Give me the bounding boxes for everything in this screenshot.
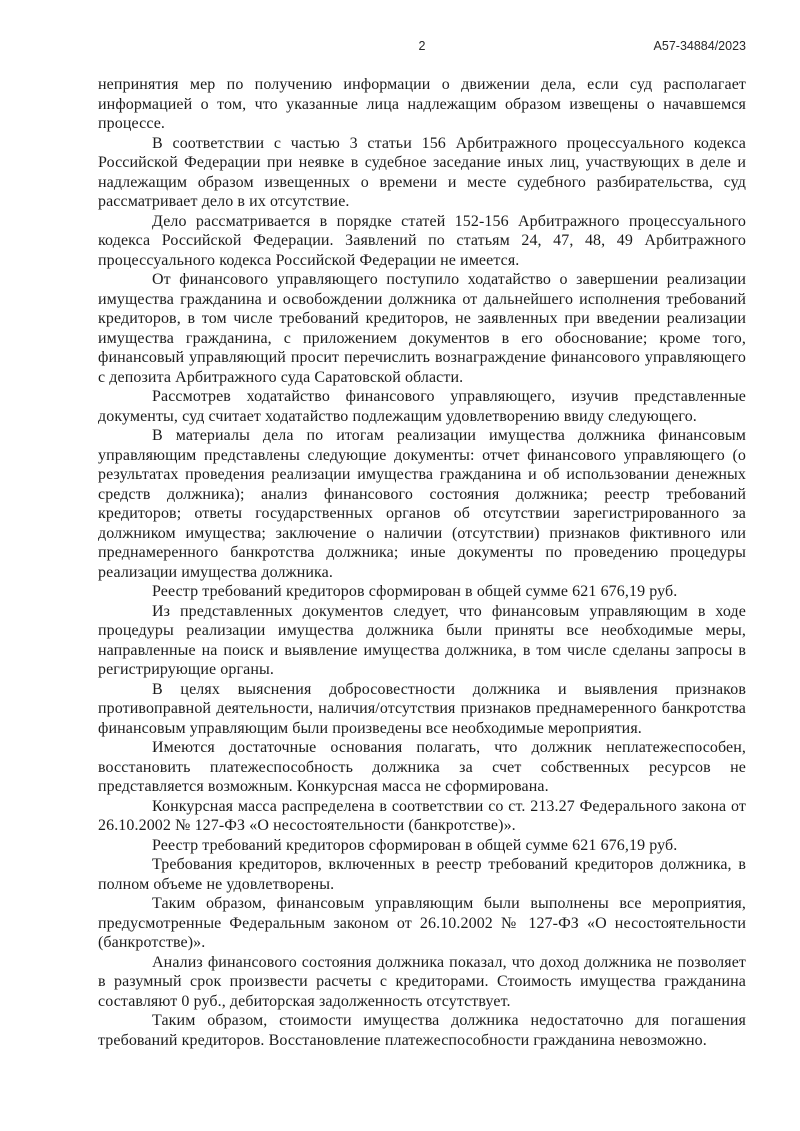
document-content [98,38,746,1050]
document-paragraph: От финансового управляющего поступило ходатайство о завершении реализации имущества гражданина и освобождении должника от дальнейшего исполнения требований кредиторов, в том числе требований кредиторов, не заявленных при введении реализации имущества гражданина, с приложением документов в его обоснование; кроме того, финансовый управляющий просит перечислить вознаграждение финансового управляющего с депозита Арбитражного суда Саратовской области. [98,271,746,386]
document-paragraph: Из представленных документов следует, что финансовым управляющим в ходе процедуры реализации имущества должника были приняты все необходимые меры, направленные на поиск и выявление имущества должника, в том числе сделаны запросы в регистрирующие органы. [98,602,746,678]
document-paragraph: непринятия мер по получению информации о движении дела, если суд располагает информацией о том, что указанные лица надлежащим образом извещены о начавшемся процессе. [98,76,746,132]
document-paragraph: Конкурсная масса распределена в соответствии со ст. 213.27 Федерального закона от 26.10.2002 № 127-ФЗ «О несостоятельности (банкротстве)». [98,797,746,834]
document-header [98,38,746,54]
document-paragraph: Имеются достаточные основания полагать, что должник неплатежеспособен, восстановить платежеспособность должника за счет собственных ресурсов не представляется возможным. Конкурсная масса не сформирована. [98,739,746,795]
document-body [98,75,746,1050]
document-paragraph: В материалы дела по итогам реализации имущества должника финансовым управляющим представлены следующие документы: отчет финансового управляющего (о результатах проведения реализации имущества гражданина и об использовании денежных средств должника); анализ финансового состояния должника; реестр требований кредиторов; ответы государственных органов об отсутствии зарегистрированного за должником имущества; заключение о наличии (отсутствии) признаков фиктивного или преднамеренного банкротства должника; иные документы по проведению процедуры реализации имущества должника. [98,427,746,581]
case-number: А57-34884/2023 [653,39,746,53]
document-paragraph: Реестр требований кредиторов сформирован в общей сумме 621 676,19 руб. [152,583,678,600]
page-number: 2 [418,39,426,53]
document-paragraph: Требования кредиторов, включенных в реестр требований кредиторов должника, в полном объеме не удовлетворены. [98,856,746,893]
document-paragraph: Таким образом, стоимости имущества должника недостаточно для погашения требований кредиторов. Восстановление платежеспособности гражданина невозможно. [98,1012,746,1049]
document-paragraph: Реестр требований кредиторов сформирован в общей сумме 621 676,19 руб. [152,836,678,854]
document-paragraph: В соответствии с частью 3 статьи 156 Арбитражного процессуального кодекса Российской Федерации при неявке в судебное заседание иных лиц, участвующих в деле и надлежащим образом извещенных о времени и месте судебного разбирательства, суд рассматривает дело в их отсутствие. [98,134,746,210]
document-paragraph: Дело рассматривается в порядке статей 152-156 Арбитражного процессуального кодекса Российской Федерации. Заявлений по статьям 24, 47, 48, 49 Арбитражного процессуального кодекса Российской Федерации не имеется. [98,212,746,269]
document-paragraph: Рассмотрев ходатайство финансового управляющего, изучив представленные документы, суд считает ходатайство подлежащим удовлетворению ввиду следующего. [98,388,746,425]
document-paragraph: Таким образом, финансовым управляющим были выполнены все мероприятия, предусмотренные Федеральным законом от 26.10.2002 № 127-ФЗ «О несостоятельности (банкротстве)». [98,895,746,951]
document-paragraph: В целях выяснения добросовестности должника и выявления признаков противоправной деятельности, наличия/отсутствия признаков преднамеренного банкротства финансовым управляющим были произведены все необходимые мероприятия. [98,680,746,737]
document-paragraph: Анализ финансового состояния должника показал, что доход должника не позволяет в разумный срок произвести расчеты с кредиторами. Стоимость имущества гражданина составляют 0 руб., дебиторская задолженность отсутствует. [98,953,746,1010]
